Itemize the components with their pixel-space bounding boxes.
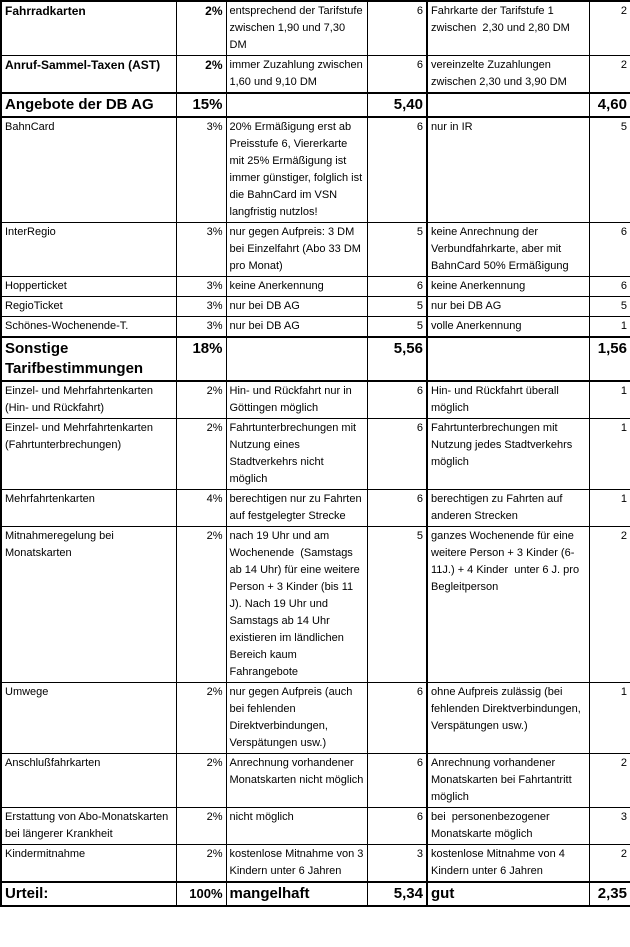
left-comment-cell (226, 337, 367, 381)
weight-cell: 3% (176, 117, 226, 223)
left-comment-cell: nur bei DB AG (226, 317, 367, 338)
table-row (1, 117, 630, 223)
left-grade-cell: 3 (367, 845, 427, 883)
table-row (1, 808, 630, 845)
left-grade-cell: 6 (367, 277, 427, 297)
right-comment-cell: keine Anrechnung der Verbundfahrkarte, aber mit BahnCard 50% Ermäßigung (427, 223, 589, 277)
criterion-cell: Kindermitnahme (1, 845, 176, 883)
weight-cell: 2% (176, 381, 226, 419)
weight-cell: 3% (176, 297, 226, 317)
criterion-cell: InterRegio (1, 223, 176, 277)
weight-cell: 2% (176, 1, 226, 56)
right-grade-cell: 1 (589, 490, 630, 527)
right-grade-cell: 2 (589, 527, 630, 683)
right-comment-cell: Hin- und Rückfahrt überall möglich (427, 381, 589, 419)
right-grade-cell: 1 (589, 683, 630, 754)
right-comment-cell: kostenlose Mitnahme von 4 Kindern unter 6 Jahren (427, 845, 589, 883)
weight-cell: 18% (176, 337, 226, 381)
left-comment-cell: entsprechend der Tarifstufe zwischen 1,90 und 7,30 DM (226, 1, 367, 56)
left-comment-cell: mangelhaft (226, 882, 367, 906)
criterion-cell: Hopperticket (1, 277, 176, 297)
left-grade-cell: 5,34 (367, 882, 427, 906)
weight-cell: 2% (176, 808, 226, 845)
right-comment-cell (427, 337, 589, 381)
criterion-cell: Fahrradkarten (1, 1, 176, 56)
right-grade-cell: 2 (589, 754, 630, 808)
left-comment-cell: keine Anerkennung (226, 277, 367, 297)
right-grade-cell: 2,35 (589, 882, 630, 906)
left-comment-cell: immer Zuzahlung zwischen 1,60 und 9,10 DM (226, 56, 367, 94)
table-row (1, 277, 630, 297)
right-comment-cell: Fahrtunterbrechungen mit Nutzung jedes Stadtverkehrs möglich (427, 419, 589, 490)
left-grade-cell: 5 (367, 527, 427, 683)
right-grade-cell: 2 (589, 56, 630, 94)
table-row (1, 490, 630, 527)
left-comment-cell: 20% Ermäßigung erst ab Preisstufe 6, Viererkarte mit 25% Ermäßigung ist immer günstiger, folglich ist die BahnCard im VSN langfristig nutzlos! (226, 117, 367, 223)
left-grade-cell: 6 (367, 683, 427, 754)
weight-cell: 100% (176, 882, 226, 906)
weight-cell: 4% (176, 490, 226, 527)
right-grade-cell: 6 (589, 277, 630, 297)
criterion-cell: Schönes-Wochenende-T. (1, 317, 176, 338)
criterion-cell: Einzel- und Mehrfahrtenkarten (Fahrtunterbrechungen) (1, 419, 176, 490)
right-grade-cell: 2 (589, 845, 630, 883)
section-row (1, 93, 630, 117)
criterion-cell: Angebote der DB AG (1, 93, 176, 117)
criterion-cell: Mitnahmeregelung bei Monatskarten (1, 527, 176, 683)
weight-cell: 2% (176, 683, 226, 754)
criterion-cell: Anruf-Sammel-Taxen (AST) (1, 56, 176, 94)
table-row (1, 223, 630, 277)
right-grade-cell: 1 (589, 419, 630, 490)
weight-cell: 2% (176, 845, 226, 883)
left-grade-cell: 6 (367, 381, 427, 419)
right-comment-cell: keine Anerkennung (427, 277, 589, 297)
left-comment-cell: Anrechnung vorhandener Monatskarten nicht möglich (226, 754, 367, 808)
criterion-cell: Erstattung von Abo-Monatskarten bei längerer Krankheit (1, 808, 176, 845)
right-comment-cell: vereinzelte Zuzahlungen zwischen 2,30 und 3,90 DM (427, 56, 589, 94)
right-grade-cell: 1 (589, 381, 630, 419)
weight-cell: 3% (176, 317, 226, 338)
left-grade-cell: 6 (367, 490, 427, 527)
criterion-cell: Mehrfahrtenkarten (1, 490, 176, 527)
right-grade-cell: 5 (589, 117, 630, 223)
right-grade-cell: 4,60 (589, 93, 630, 117)
right-grade-cell: 1 (589, 317, 630, 338)
left-grade-cell: 6 (367, 419, 427, 490)
right-comment-cell: Anrechnung vorhandener Monatskarten bei Fahrtantritt möglich (427, 754, 589, 808)
right-comment-cell: berechtigen zu Fahrten auf anderen Strecken (427, 490, 589, 527)
left-comment-cell: nur gegen Aufpreis: 3 DM bei Einzelfahrt (Abo 33 DM pro Monat) (226, 223, 367, 277)
left-grade-cell: 5,40 (367, 93, 427, 117)
right-grade-cell: 5 (589, 297, 630, 317)
weight-cell: 2% (176, 754, 226, 808)
left-grade-cell: 6 (367, 56, 427, 94)
table-row (1, 683, 630, 754)
left-comment-cell (226, 93, 367, 117)
left-grade-cell: 5 (367, 297, 427, 317)
left-comment-cell: nicht möglich (226, 808, 367, 845)
criterion-cell: Einzel- und Mehrfahrtenkarten (Hin- und Rückfahrt) (1, 381, 176, 419)
table-row (1, 56, 630, 94)
right-comment-cell: nur bei DB AG (427, 297, 589, 317)
section-row (1, 337, 630, 381)
weight-cell: 2% (176, 527, 226, 683)
weight-cell: 3% (176, 223, 226, 277)
left-grade-cell: 6 (367, 1, 427, 56)
left-grade-cell: 5,56 (367, 337, 427, 381)
left-grade-cell: 6 (367, 117, 427, 223)
right-comment-cell: gut (427, 882, 589, 906)
right-comment-cell: ganzes Wochenende für eine weitere Person + 3 Kinder (6-11J.) + 4 Kinder unter 6 J. pro Begleitperson (427, 527, 589, 683)
left-comment-cell: Hin- und Rückfahrt nur in Göttingen möglich (226, 381, 367, 419)
table-row (1, 1, 630, 56)
criterion-cell: Umwege (1, 683, 176, 754)
right-comment-cell (427, 93, 589, 117)
left-comment-cell: kostenlose Mitnahme von 3 Kindern unter 6 Jahren (226, 845, 367, 883)
right-comment-cell: ohne Aufpreis zulässig (bei fehlenden Direktverbindungen, Verspätungen usw.) (427, 683, 589, 754)
table-row (1, 754, 630, 808)
left-comment-cell: nach 19 Uhr und am Wochenende (Samstags ab 14 Uhr) für eine weitere Person + 3 Kinder (bis 11 J). Nach 19 Uhr und Samstags ab 14 Uhr existieren im ländlichen Bereich kaum Fahrangebote (226, 527, 367, 683)
left-comment-cell: nur gegen Aufpreis (auch bei fehlenden Direktverbindungen, Verspätungen usw.) (226, 683, 367, 754)
right-comment-cell: volle Anerkennung (427, 317, 589, 338)
left-comment-cell: nur bei DB AG (226, 297, 367, 317)
table-row (1, 527, 630, 683)
left-comment-cell: Fahrtunterbrechungen mit Nutzung eines Stadtverkehrs nicht möglich (226, 419, 367, 490)
right-grade-cell: 6 (589, 223, 630, 277)
criterion-cell: Urteil: (1, 882, 176, 906)
table-row (1, 297, 630, 317)
criterion-cell: Sonstige Tarifbestimmungen (1, 337, 176, 381)
verdict-row (1, 882, 630, 906)
left-grade-cell: 5 (367, 223, 427, 277)
right-grade-cell: 2 (589, 1, 630, 56)
right-comment-cell: bei personenbezogener Monatskarte möglich (427, 808, 589, 845)
left-grade-cell: 6 (367, 754, 427, 808)
criterion-cell: BahnCard (1, 117, 176, 223)
weight-cell: 2% (176, 56, 226, 94)
table-row (1, 317, 630, 338)
weight-cell: 15% (176, 93, 226, 117)
table-row (1, 419, 630, 490)
table-row (1, 381, 630, 419)
left-grade-cell: 6 (367, 808, 427, 845)
left-grade-cell: 5 (367, 317, 427, 338)
right-comment-cell: nur in IR (427, 117, 589, 223)
table-body (1, 1, 630, 906)
right-grade-cell: 1,56 (589, 337, 630, 381)
table-row (1, 845, 630, 883)
right-comment-cell: Fahrkarte der Tarifstufe 1 zwischen 2,30 und 2,80 DM (427, 1, 589, 56)
criterion-cell: RegioTicket (1, 297, 176, 317)
left-comment-cell: berechtigen nur zu Fahrten auf festgelegter Strecke (226, 490, 367, 527)
weight-cell: 2% (176, 419, 226, 490)
weight-cell: 3% (176, 277, 226, 297)
right-grade-cell: 3 (589, 808, 630, 845)
criterion-cell: Anschlußfahrkarten (1, 754, 176, 808)
